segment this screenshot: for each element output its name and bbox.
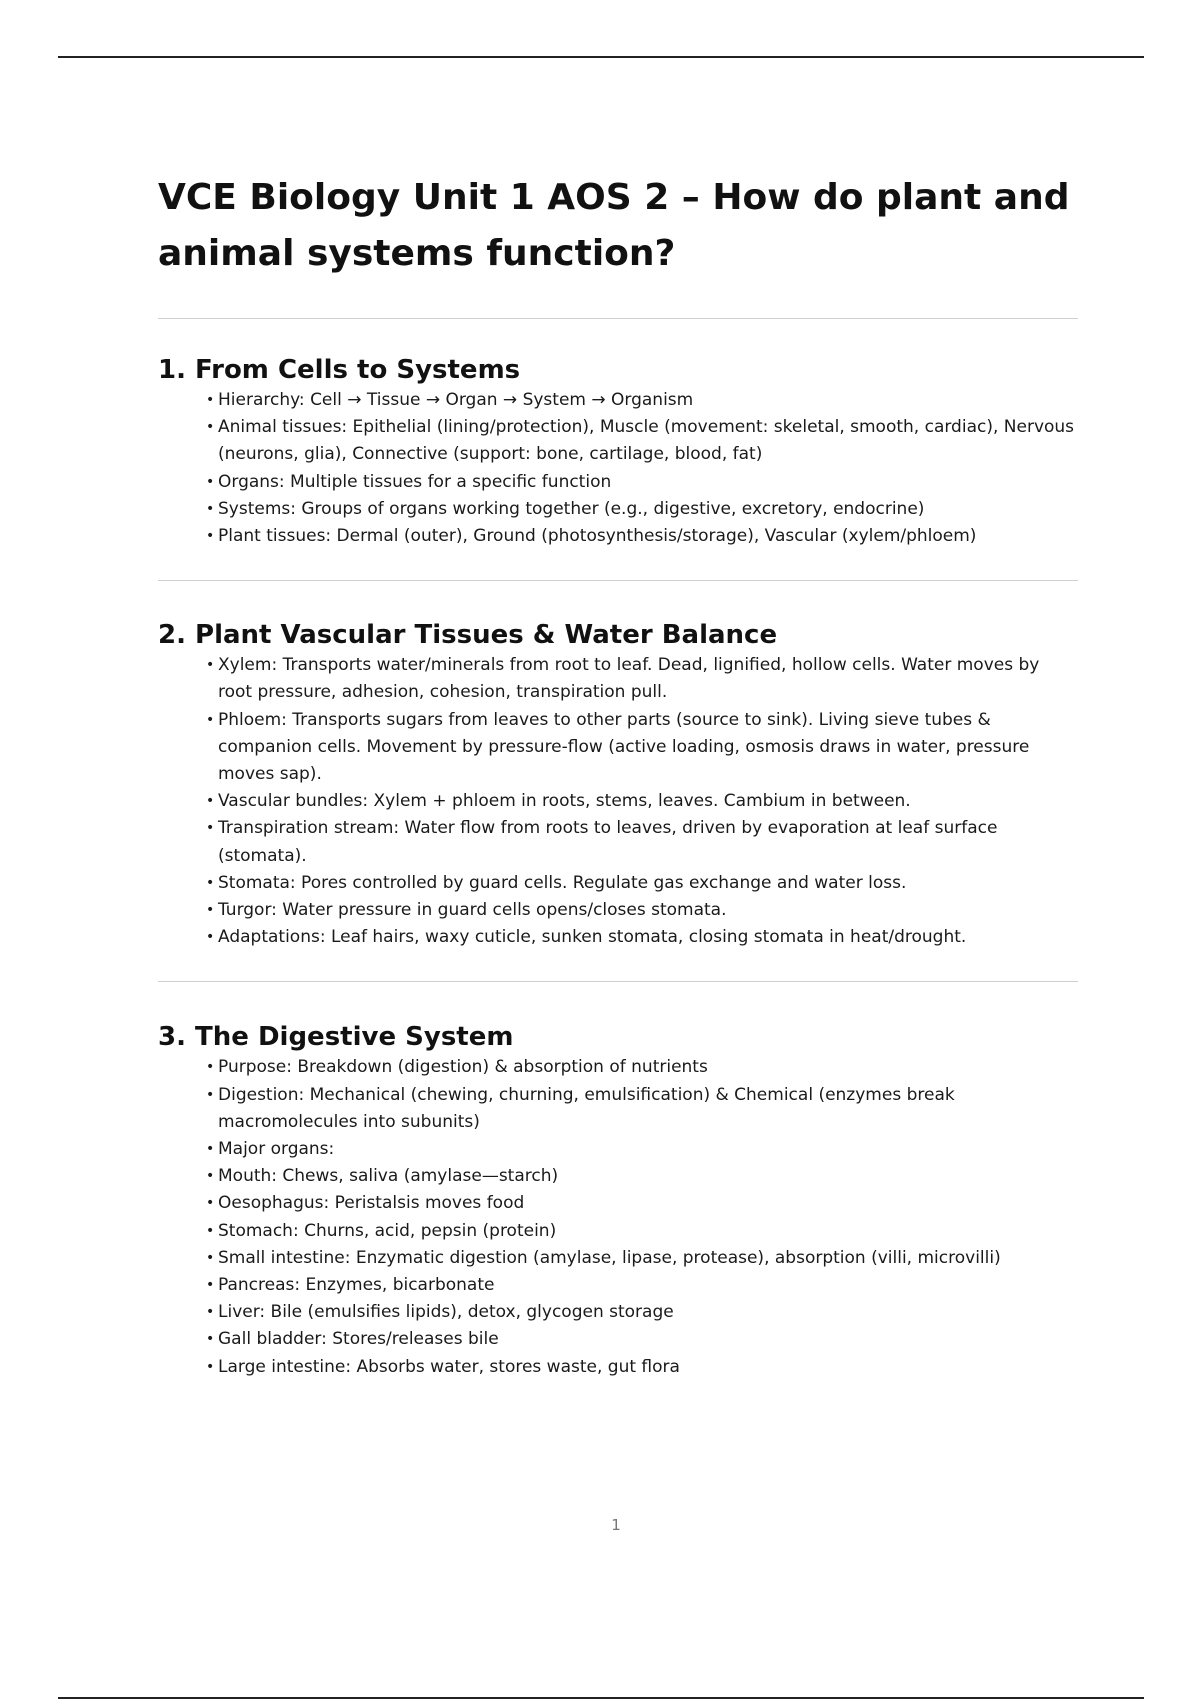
list-item: • Transpiration stream: Water flow from roots to leaves, driven by evaporation at leaf surface (stomata). bbox=[206, 815, 1078, 869]
list-item: • Pancreas: Enzymes, bicarbonate bbox=[206, 1272, 1078, 1299]
section-heading: 2. Plant Vascular Tissues & Water Balance bbox=[158, 620, 778, 651]
list-item: • Turgor: Water pressure in guard cells opens/closes stomata. bbox=[206, 897, 1078, 924]
section-heading: 3. The Digestive System bbox=[158, 1022, 514, 1053]
bullet-list bbox=[206, 387, 1078, 550]
document-body bbox=[158, 170, 1078, 1381]
list-item: • Liver: Bile (emulsifies lipids), detox, glycogen storage bbox=[206, 1299, 1078, 1326]
list-item: • Stomata: Pores controlled by guard cells. Regulate gas exchange and water loss. bbox=[206, 870, 1078, 897]
list-item: • Large intestine: Absorbs water, stores waste, gut flora bbox=[206, 1354, 1078, 1381]
list-item: • Phloem: Transports sugars from leaves to other parts (source to sink). Living sieve tubes & companion cells. Movement by pressure-flow (active loading, osmosis draws in water, pressure moves sap). bbox=[206, 707, 1078, 789]
bullet-list bbox=[206, 652, 1078, 951]
list-item: • Major organs: bbox=[206, 1136, 1078, 1163]
list-item: • Gall bladder: Stores/releases bile bbox=[206, 1326, 1078, 1353]
list-item: • Stomach: Churns, acid, pepsin (protein) bbox=[206, 1218, 1078, 1245]
list-item: • Plant tissues: Dermal (outer), Ground (photosynthesis/storage), Vascular (xylem/phloem) bbox=[206, 523, 1078, 550]
section-digestive-system bbox=[158, 1020, 1078, 1380]
list-item: • Mouth: Chews, saliva (amylase—starch) bbox=[206, 1163, 1078, 1190]
list-item: • Small intestine: Enzymatic digestion (amylase, lipase, protease), absorption (villi, microvilli) bbox=[206, 1245, 1078, 1272]
list-item: • Adaptations: Leaf hairs, waxy cuticle, sunken stomata, closing stomata in heat/drought. bbox=[206, 924, 1078, 951]
list-item: • Hierarchy: Cell → Tissue → Organ → System → Organism bbox=[206, 387, 1078, 414]
page-number: 1 bbox=[611, 1516, 621, 1534]
section-divider bbox=[158, 981, 1078, 982]
section-divider bbox=[158, 580, 1078, 581]
page-top-rule bbox=[58, 56, 1144, 58]
list-item: • Purpose: Breakdown (digestion) & absorption of nutrients bbox=[206, 1054, 1078, 1081]
list-item: • Vascular bundles: Xylem + phloem in roots, stems, leaves. Cambium in between. bbox=[206, 788, 1078, 815]
page-bottom-rule bbox=[58, 1697, 1144, 1699]
list-item: • Organs: Multiple tissues for a specific function bbox=[206, 469, 1078, 496]
section-cells-to-systems bbox=[158, 353, 1078, 550]
list-item: • Digestion: Mechanical (chewing, churning, emulsification) & Chemical (enzymes break macromolecules into subunits) bbox=[206, 1082, 1078, 1136]
list-item: • Systems: Groups of organs working together (e.g., digestive, excretory, endocrine) bbox=[206, 496, 1078, 523]
bullet-list bbox=[206, 1054, 1078, 1380]
section-divider bbox=[158, 318, 1078, 319]
list-item: • Oesophagus: Peristalsis moves food bbox=[206, 1190, 1078, 1217]
list-item: • Animal tissues: Epithelial (lining/protection), Muscle (movement: skeletal, smooth, cardiac), Nervous (neurons, glia), Connective (support: bone, cartilage, blood, fat) bbox=[206, 414, 1078, 468]
section-plant-vascular bbox=[158, 618, 1078, 951]
section-heading: 1. From Cells to Systems bbox=[158, 355, 521, 385]
list-item: • Xylem: Transports water/minerals from root to leaf. Dead, lignified, hollow cells. Water moves by root pressure, adhesion, cohesion, transpiration pull. bbox=[206, 652, 1078, 706]
document-title: VCE Biology Unit 1 AOS 2 – How do plant and animal systems function? bbox=[158, 177, 1070, 274]
